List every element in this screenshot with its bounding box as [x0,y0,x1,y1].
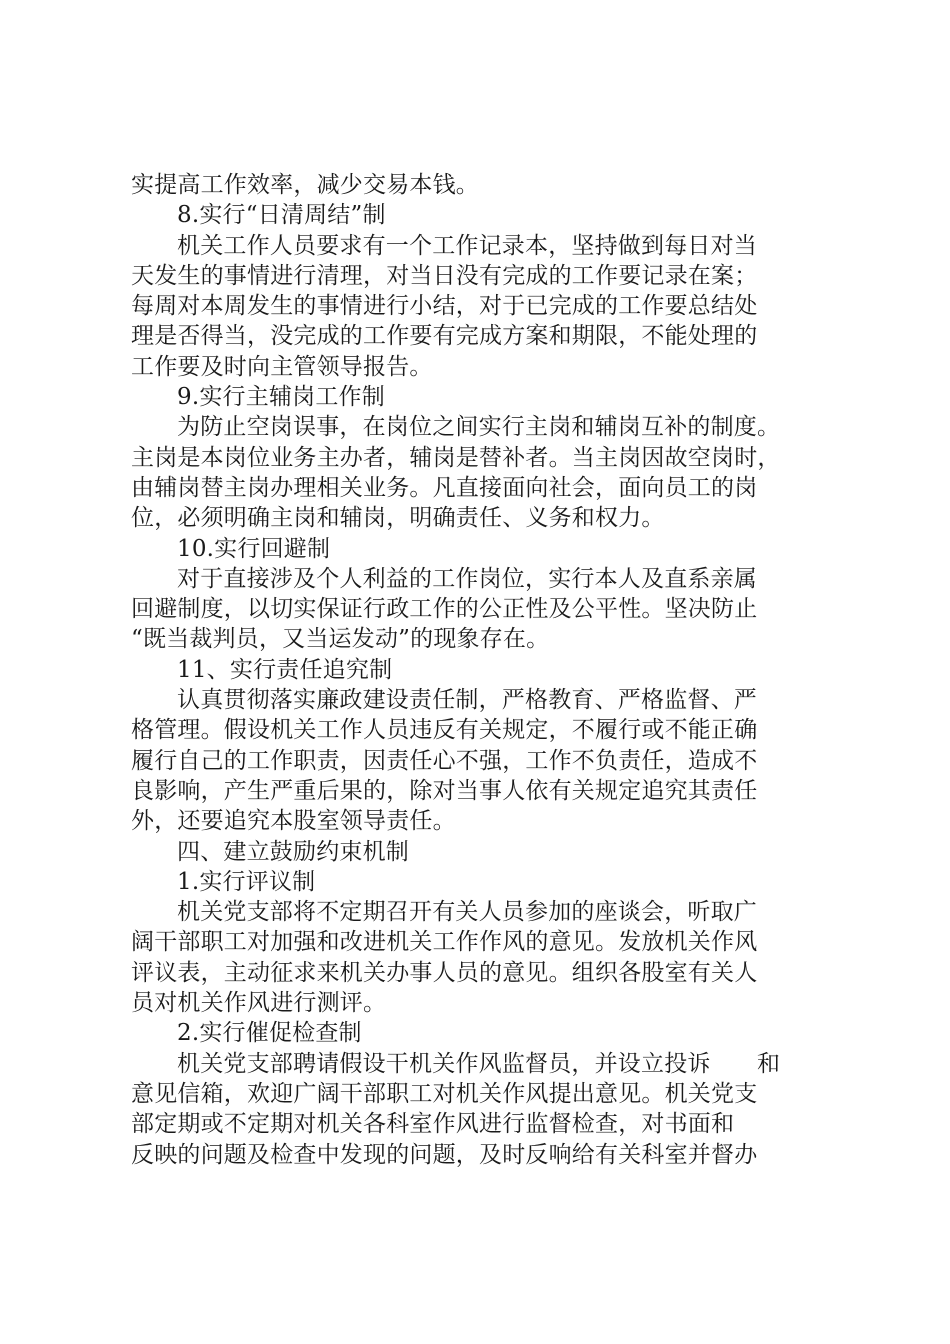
paragraph-line: 意见信箱，欢迎广阔干部职工对机关作风提出意见。机关党支 [131,1080,758,1107]
paragraph-line: 2.实行催促检查制 [177,1020,362,1047]
paragraph-line: 员对机关作风进行测评。 [131,990,387,1017]
paragraph-line: 10.实行回避制 [177,535,331,562]
paragraph-line: 反映的问题及检查中发现的问题，及时反响给有关科室并督办 [131,1141,758,1168]
paragraph-line: 1.实行评议制 [177,868,316,895]
paragraph-line: 主岗是本岗位业务主办者，辅岗是替补者。当主岗因故空岗时， [131,444,781,471]
paragraph-line: 11、实行责任追究制 [177,656,393,683]
paragraph-line: 回避制度，以切实保证行政工作的公正性及公平性。坚决防止 [131,596,758,623]
paragraph-line: 对于直接涉及个人利益的工作岗位，实行本人及直系亲属 [177,565,757,592]
paragraph-line: 认真贯彻落实廉政建设责任制，严格教育、严格监督、严 [177,687,757,714]
paragraph-line: 外，还要追究本股室领导责任。 [131,808,456,835]
paragraph-line: 位，必须明确主岗和辅岗，明确责任、义务和权力。 [131,505,665,532]
paragraph-line: 天发生的事情进行清理，对当日没有完成的工作要记录在案； [131,262,758,289]
paragraph-line: 工作要及时向主管领导报告。 [131,353,433,380]
paragraph-line: 评议表，主动征求来机关办事人员的意见。组织各股室有关人 [131,959,758,986]
paragraph-line: 9.实行主辅岗工作制 [177,384,385,411]
paragraph-line: 为防止空岗误事，在岗位之间实行主岗和辅岗互补的制度。 [177,414,781,441]
paragraph-line: “既当裁判员，又当运发动”的现象存在。 [131,626,550,653]
paragraph-line: 机关工作人员要求有一个工作记录本，坚持做到每日对当 [177,232,757,259]
paragraph-line: 8.实行“日清周结”制 [177,202,386,229]
paragraph-line: 良影响，产生严重后果的，除对当事人依有关规定追究其责任 [131,777,758,804]
paragraph-line: 四、建立鼓励约束机制 [177,838,409,865]
paragraph-line: 部定期或不定期对机关各科室作风进行监督检查，对书面和 [131,1111,735,1138]
paragraph-line: 由辅岗替主岗办理相关业务。凡直接面向社会，面向员工的岗 [131,474,758,501]
paragraph-line: 格管理。假设机关工作人员违反有关规定，不履行或不能正确 [131,717,758,744]
document-body [131,170,831,1170]
paragraph-line: 机关党支部聘请假设干机关作风监督员，并设立投诉 和 [177,1050,781,1077]
paragraph-line: 机关党支部将不定期召开有关人员参加的座谈会，听取广 [177,899,757,926]
paragraph-line: 实提高工作效率，减少交易本钱。 [131,172,479,198]
paragraph-line: 阔干部职工对加强和改进机关工作作风的意见。发放机关作风 [131,929,758,956]
paragraph-line: 每周对本周发生的事情进行小结，对于已完成的工作要总结处 [131,293,758,320]
paragraph-line: 履行自己的工作职责，因责任心不强，工作不负责任，造成不 [131,747,758,774]
paragraph-line: 理是否得当，没完成的工作要有完成方案和期限，不能处理的 [131,323,758,350]
